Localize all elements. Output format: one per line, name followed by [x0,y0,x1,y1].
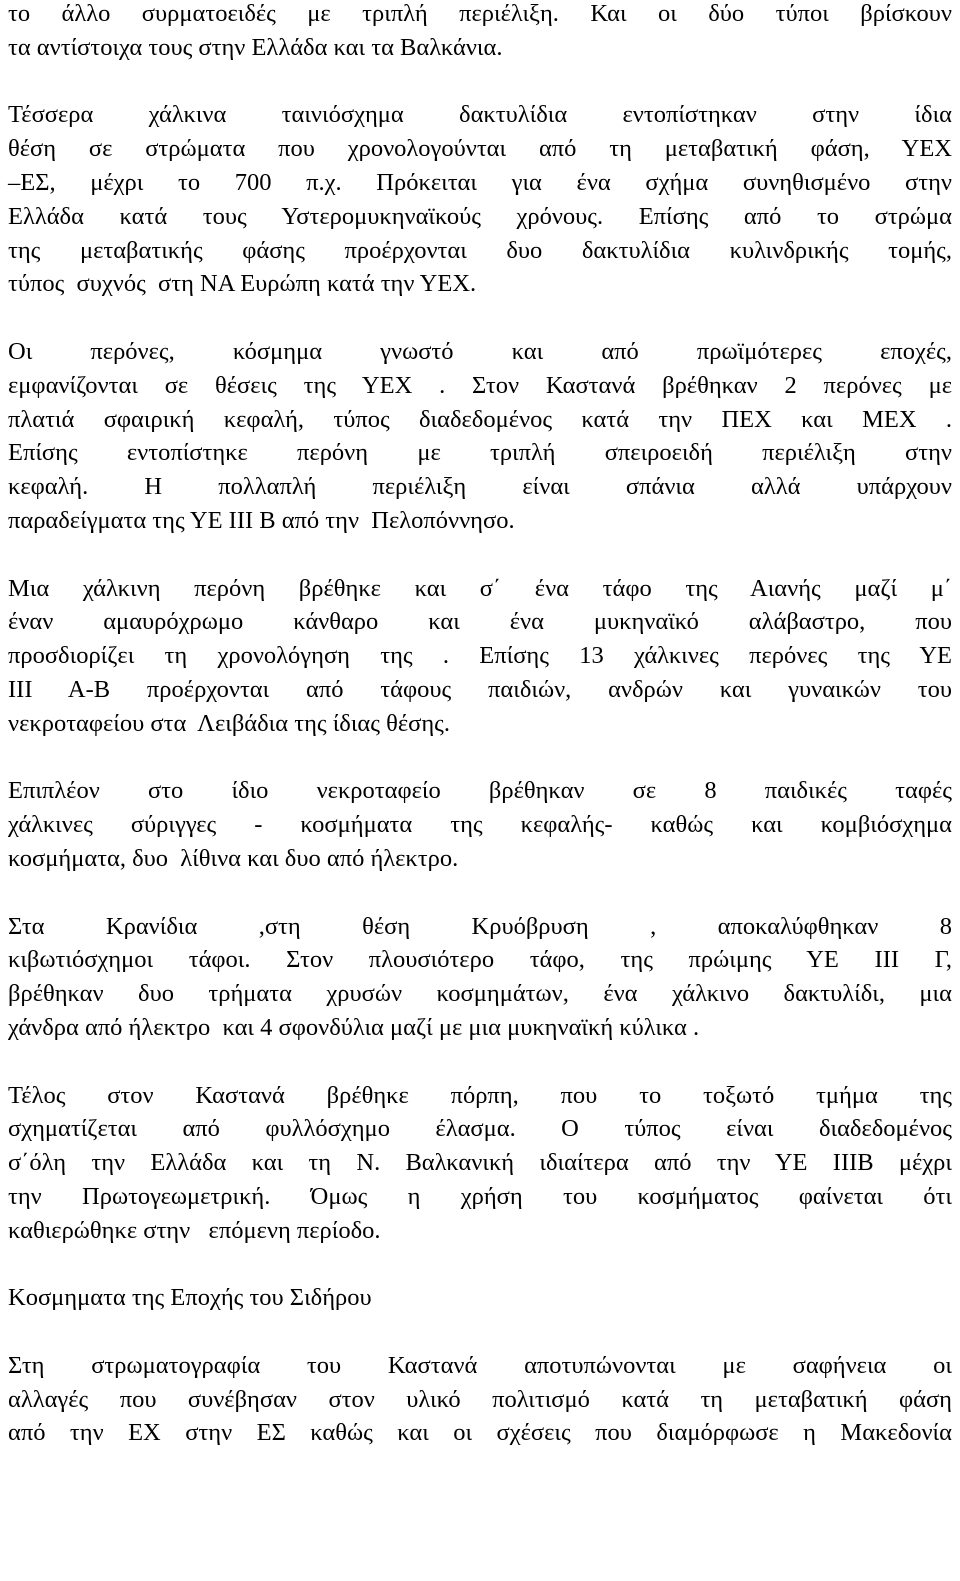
text-line: εμφανίζονται σε θέσεις της ΥΕΧ . Στον Καστανά βρέθηκαν 2 περόνες με [8,371,952,399]
text-line: προσδιορίζει τη χρονολόγηση της . Επίσης 13 χάλκινες περόνες της ΥΕ [8,642,952,670]
text-line: Μια χάλκινη περόνη βρέθηκε και σ΄ ένα τάφο της Αιανής μαζί μ΄ [8,574,952,602]
paragraph-aiani-pin [8,572,952,741]
section-heading [8,1281,952,1315]
text-line: την Πρωτογεωμετρική. Όμως η χρήση του κοσμήματος φαίνεται ότι [8,1182,952,1210]
text-line: χάνδρα από ήλεκτρο και 4 σφονδύλια μαζί με μια μυκηναϊκή κύλικα . [8,1013,700,1041]
text-line: αλλαγές που συνέβησαν στον υλικό πολιτισμό κατά τη μεταβατική φάση [8,1385,952,1413]
section-heading-text: Κοσμηματα της Εποχής του Σιδήρου [8,1284,372,1312]
text-line: καθιερώθηκε στην επόμενη περίοδο. [8,1216,381,1244]
text-line: Τέλος στον Καστανά βρέθηκε πόρπη, που το τοξωτό τμήμα της [8,1081,952,1109]
text-line: παραδείγματα της ΥΕ ΙΙΙ Β από την Πελοπόννησο. [8,506,515,534]
text-line: κιβωτιόσχημοι τάφοι. Στον πλουσιότερο τάφο, της πρώιμης ΥΕ ΙΙΙ Γ, [8,946,952,974]
text-line: Τέσσερα χάλκινα ταινιόσχημα δακτυλίδια εντοπίστηκαν στην ίδια [8,101,952,129]
text-line: ΙΙΙ Α-Β προέρχονται από τάφους παιδιών, ανδρών και γυναικών του [8,675,952,703]
document-page [8,0,952,1484]
text-line: νεκροταφείου στα Λειβάδια της ίδιας θέσης. [8,709,450,737]
text-line: της μεταβατικής φάσης προέρχονται δυο δακτυλίδια κυλινδρικής τομής, [8,236,952,264]
text-line: κοσμήματα, δυο λίθινα και δυο από ήλεκτρο. [8,844,459,872]
paragraph-fibula [8,1079,952,1248]
text-line: Στη στρωματογραφία του Καστανά αποτυπώνονται με σαφήνεια οι [8,1351,952,1379]
text-line: τύπος συχνός στη ΝΑ Ευρώπη κατά την ΥΕΧ. [8,270,477,298]
text-line: βρέθηκαν δυο τρήματα χρυσών κοσμημάτων, ένα χάλκινο δακτυλίδι, μια [8,980,952,1008]
text-line: –ΕΣ, μέχρι το 700 π.χ. Πρόκειται για ένα σχήμα συνηθισμένο στην [8,168,952,196]
text-line: Ελλάδα κατά τους Υστερομυκηναϊκούς χρόνους. Επίσης από το στρώμα [8,202,952,230]
text-line: θέση σε στρώματα που χρονολογούνται από τη μεταβατική φάση, ΥΕΧ [8,135,952,163]
text-line: από την ΕΧ στην ΕΣ καθώς και οι σχέσεις που διαμόρφωσε η Μακεδονία [8,1419,952,1447]
text-line: χάλκινες σύριγγες - κοσμήματα της κεφαλής- καθώς και κομβιόσχημα [8,811,952,839]
text-line: κεφαλή. Η πολλαπλή περιέλιξη είναι σπάνια αλλά υπάρχουν [8,473,952,501]
paragraph-cemetery [8,774,952,875]
text-line: σχηματίζεται από φυλλόσχημο έλασμα. Ο τύπος είναι διαδεδομένος [8,1115,952,1143]
text-line: έναν αμαυρόχρωμο κάνθαρο και ένα μυκηναϊκό αλάβαστρο, που [8,608,952,636]
paragraph-kranidia [8,910,952,1045]
paragraph-wire-types [8,0,952,65]
text-line: Οι περόνες, κόσμημα γνωστό και από πρωϊμότερες εποχές, [8,337,952,365]
text-line: τα αντίστοιχα τους στην Ελλάδα και τα Βαλκάνια. [8,33,503,61]
text-line: το άλλο συρματοειδές με τριπλή περιέλιξη. Και οι δύο τύποι βρίσκουν [8,0,952,27]
paragraph-rings [8,98,952,301]
text-line: Επιπλέον στο ίδιο νεκροταφείο βρέθηκαν σε 8 παιδικές ταφές [8,777,952,805]
paragraph-pins [8,335,952,538]
text-line: πλατιά σφαιρική κεφαλή, τύπος διαδεδομένος κατά την ΠΕΧ και ΜΕΧ . [8,405,952,433]
text-line: Στα Κρανίδια ,στη θέση Κρυόβρυση , αποκαλύφθηκαν 8 [8,912,952,940]
text-line: Επίσης εντοπίστηκε περόνη με τριπλή σπειροειδή περιέλιξη στην [8,439,952,467]
text-line: σ΄όλη την Ελλάδα και τη Ν. Βαλκανική ιδιαίτερα από την ΥΕ ΙΙΙΒ μέχρι [8,1149,952,1177]
paragraph-iron-age [8,1349,952,1450]
